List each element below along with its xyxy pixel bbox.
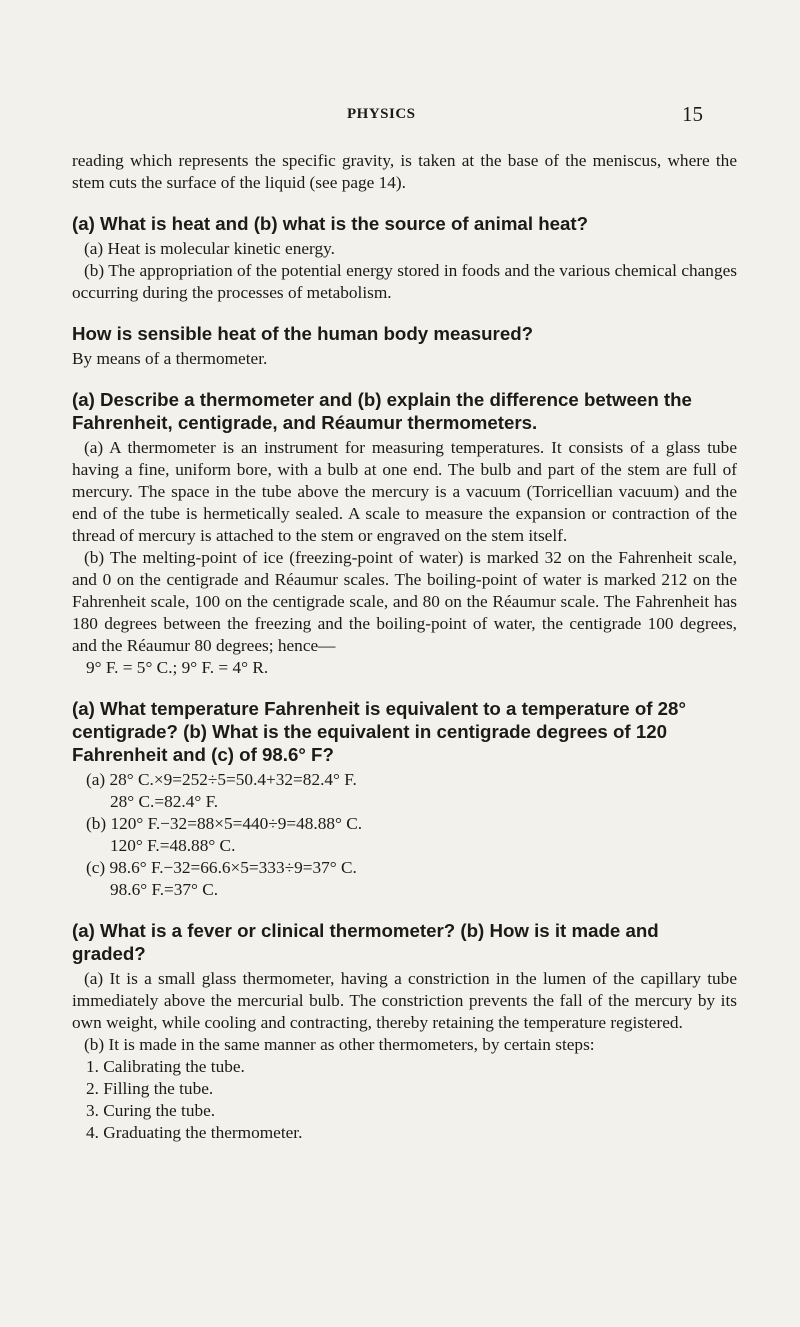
step-item: 1. Calibrating the tube.: [86, 1057, 245, 1076]
page-number: 15: [682, 102, 703, 126]
question-thermometer-heading: (a) Describe a thermometer and (b) explain the difference between the Fahrenheit, centigrade, and Réaumur thermometers.: [72, 389, 692, 433]
conversion-a-calc: (a) 28° C.×9=252÷5=50.4+32=82.4° F.: [86, 770, 357, 789]
question-conversion-heading: (a) What temperature Fahrenheit is equivalent to a temperature of 28° centigrade? (b) What is the equivalent in centigrade degrees of 120 Fahrenheit and (c) of 98.6° F?: [72, 698, 686, 765]
intro-paragraph: reading which represents the specific gravity, is taken at the base of the meniscus, where the stem cuts the surface of the liquid (see page 14).: [72, 151, 737, 192]
answer-thermometer-a: (a) A thermometer is an instrument for measuring temperatures. It consists of a glass tube having a fine, uniform bore, with a bulb at one end. The bulb and part of the stem are full of mercury. The space in the tube above the mercury is a vacuum (Torricellian vacuum) and the end of the tube is hermetically sealed. A scale to measure the expansion or contraction of the thread of mercury is attached to the stem or engraved on the stem itself.: [72, 438, 737, 545]
conversion-a-result: 28° C.=82.4° F.: [110, 792, 219, 811]
step-item: 2. Filling the tube.: [86, 1079, 214, 1098]
step-item: 3. Curing the tube.: [86, 1101, 216, 1120]
answer-clinical-a: (a) It is a small glass thermometer, having a constriction in the lumen of the capillary tube immediately above the mercurial bulb. The constriction prevents the fall of the mercury by its own weight, while cooling and contracting, thereby retaining the temperature registered.: [72, 969, 737, 1032]
scale-formula: 9° F. = 5° C.; 9° F. = 4° R.: [86, 658, 269, 677]
running-head-title: PHYSICS: [347, 106, 416, 122]
question-sensible-heat-heading: How is sensible heat of the human body measured?: [72, 323, 534, 344]
question-clinical-thermometer-heading: (a) What is a fever or clinical thermometer? (b) How is it made and graded?: [72, 920, 659, 964]
conversion-c-calc: (c) 98.6° F.−32=66.6×5=333÷9=37° C.: [86, 858, 357, 877]
running-head: [0, 102, 800, 132]
answer-heat-a: (a) Heat is molecular kinetic energy.: [84, 239, 335, 258]
answer-sensible-heat: By means of a thermometer.: [72, 349, 268, 368]
step-item: 4. Graduating the thermometer.: [86, 1123, 303, 1142]
page-body: [72, 150, 737, 1144]
answer-clinical-b: (b) It is made in the same manner as other thermometers, by certain steps:: [84, 1035, 595, 1054]
question-heat-heading: (a) What is heat and (b) what is the source of animal heat?: [72, 213, 589, 234]
conversion-c-result: 98.6° F.=37° C.: [110, 880, 219, 899]
answer-thermometer-b: (b) The melting-point of ice (freezing-point of water) is marked 32 on the Fahrenheit scale, and 0 on the centigrade and Réaumur scales. The boiling-point of water is marked 212 on the Fahrenheit scale, 100 on the centigrade scale, and 80 on the Réaumur scale. The Fahrenheit has 180 degrees between the freezing and the boiling-point of water, the centigrade 100 degrees, and the Réaumur 80 degrees; hence—: [72, 548, 737, 655]
conversion-b-calc: (b) 120° F.−32=88×5=440÷9=48.88° C.: [86, 814, 363, 833]
answer-heat-b: (b) The appropriation of the potential energy stored in foods and the various chemical changes occurring during the processes of metabolism.: [72, 261, 737, 302]
conversion-b-result: 120° F.=48.88° C.: [110, 836, 236, 855]
